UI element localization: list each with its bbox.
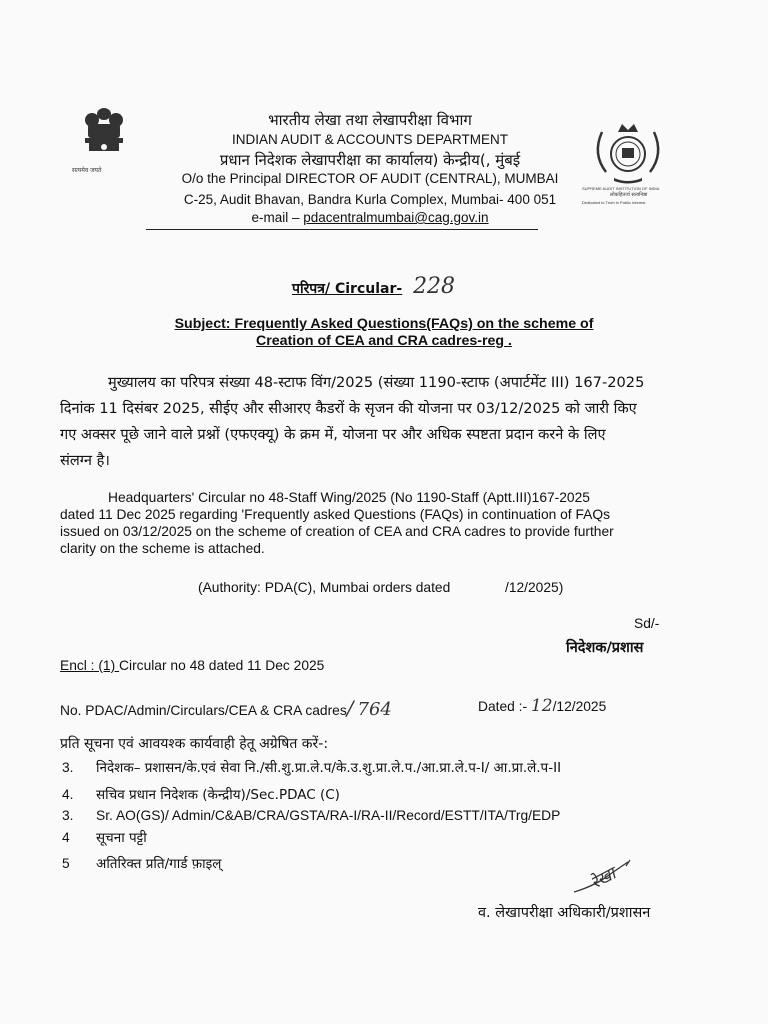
director-designation: निदेशक/प्रशास bbox=[566, 640, 644, 656]
hindi-body-line-3: गए अक्सर पूछे जाने वाले प्रश्नों (एफएक्यू) के क्रम में, योजना पर और अधिक स्पष्टता प्रदान करने के लिए bbox=[60, 426, 606, 443]
forward-item-num: 4. bbox=[62, 787, 74, 802]
signature-stroke-icon bbox=[568, 858, 638, 898]
forward-item-text: Sr. AO(GS)/ Admin/C&AB/CRA/GSTA/RA-I/RA-II/Record/ESTT/ITA/Trg/EDP bbox=[96, 808, 561, 823]
forward-item-text: निदेशक– प्रशासन/के.एवं सेवा नि./सी.शु.प्रा.ले.प/के.उ.शु.प्रा.ले.प./आ.प्रा.ले.प-I/ आ.प्रा.ले.प-II bbox=[96, 760, 562, 776]
reference-number bbox=[60, 696, 392, 720]
subject-line-1: Subject: Frequently Asked Questions(FAQs) on the scheme of bbox=[174, 316, 594, 332]
handwritten-signature: रेखा bbox=[587, 864, 620, 894]
sd-mark: Sd/- bbox=[634, 616, 660, 631]
reference-date bbox=[478, 696, 606, 716]
hindi-body-line-2: दिनांक 11 दिसंबर 2025, सीईए और सीआरए कैडरों के सृजन की योजना पर 03/12/2025 को जारी किए bbox=[60, 400, 637, 417]
office-name-hindi: प्रधान निदेशक लेखापरीक्षा का कार्यालय) केन्द्रीय(, मुंबई bbox=[219, 151, 521, 169]
reference-number-hand: 764 bbox=[357, 699, 392, 720]
english-body-line-2: dated 11 Dec 2025 regarding 'Frequently asked Questions (FAQs) in continuation of FAQs bbox=[60, 507, 610, 522]
reference-number-prefix: No. PDAC/Admin/Circulars/CEA & CRA cadres bbox=[60, 703, 347, 718]
national-emblem-icon bbox=[72, 104, 130, 174]
office-name-english: O/o the Principal DIRECTOR OF AUDIT (CENTRAL), MUMBAI bbox=[181, 171, 559, 186]
enclosure-label: Encl : (1) bbox=[60, 658, 120, 673]
enclosure-text: Circular no 48 dated 11 Dec 2025 bbox=[119, 658, 325, 673]
closing-designation: व. लेखापरीक्षा अधिकारी/प्रशासन bbox=[478, 905, 651, 921]
forward-item-num: 3. bbox=[62, 760, 74, 775]
forward-item-num: 3. bbox=[62, 808, 74, 823]
english-body-line-1: Headquarters' Circular no 48-Staff Wing/2025 (No 1190-Staff (Aptt.III)167-2025 bbox=[108, 490, 590, 505]
authority-text: (Authority: PDA(C), Mumbai orders dated bbox=[198, 580, 451, 595]
emblem-caption: सत्यमेव जयते bbox=[72, 167, 102, 174]
english-body-line-3: issued on 03/12/2025 on the scheme of creation of CEA and CRA cadres to provide further bbox=[60, 524, 614, 539]
header-divider bbox=[146, 229, 538, 230]
circular-number: 228 bbox=[413, 274, 456, 299]
circular-label: परिपत्र/ Circular- bbox=[292, 281, 403, 297]
dated-hand: 12 bbox=[530, 696, 553, 716]
email-line bbox=[150, 210, 590, 225]
cag-logo-icon bbox=[578, 120, 678, 208]
circular-heading bbox=[292, 274, 455, 299]
email-label: e-mail – bbox=[251, 210, 304, 225]
hindi-body-line-4: संलग्न है। bbox=[60, 452, 110, 469]
logo-text-line1: SUPREME AUDIT INSTITUTION OF INDIA bbox=[582, 186, 660, 191]
english-body-line-4: clarity on the scheme is attached. bbox=[60, 541, 265, 556]
forward-item-text: अतिरिक्त प्रति/गार्ड फ़ाइल् bbox=[96, 856, 222, 872]
logo-text-line2: लोकहितार्थ सत्यनिष्ठा bbox=[610, 192, 648, 198]
hindi-body-line-1: मुख्यालय का परिपत्र संख्या 48-स्टाफ विंग/2025 (संख्या 1190-स्टाफ (अपार्टमेंट III) 167-2025 bbox=[108, 374, 645, 391]
authority-date: /12/2025) bbox=[505, 580, 564, 595]
dept-name-hindi: भारतीय लेखा तथा लेखापरीक्षा विभाग bbox=[268, 111, 472, 129]
logo-text-line3: Dedicated to Truth in Public Interest bbox=[582, 200, 646, 205]
dated-rest: /12/2025 bbox=[552, 699, 607, 714]
reference-slash: / bbox=[346, 696, 354, 720]
forward-item-text: सचिव प्रधान निदेशक (केन्द्रीय)/Sec.PDAC (C) bbox=[96, 787, 340, 803]
dept-name-english: INDIAN AUDIT & ACCOUNTS DEPARTMENT bbox=[231, 132, 509, 147]
office-address: C-25, Audit Bhavan, Bandra Kurla Complex, Mumbai- 400 051 bbox=[183, 192, 557, 207]
dated-label: Dated :- bbox=[478, 699, 531, 714]
forward-item-num: 4 bbox=[62, 830, 70, 845]
forward-item-text: सूचना पट्टी bbox=[96, 830, 147, 846]
forward-item-num: 5 bbox=[62, 856, 70, 871]
subject-line-2: Creation of CEA and CRA cadres-reg . bbox=[256, 333, 512, 349]
email-link[interactable]: pdacentralmumbai@cag.gov.in bbox=[303, 210, 489, 225]
forwarding-intro: प्रति सूचना एवं आवयश्क कार्यवाही हेतू अग्रेषित करें-: bbox=[60, 736, 329, 752]
enclosure-line bbox=[60, 658, 324, 673]
